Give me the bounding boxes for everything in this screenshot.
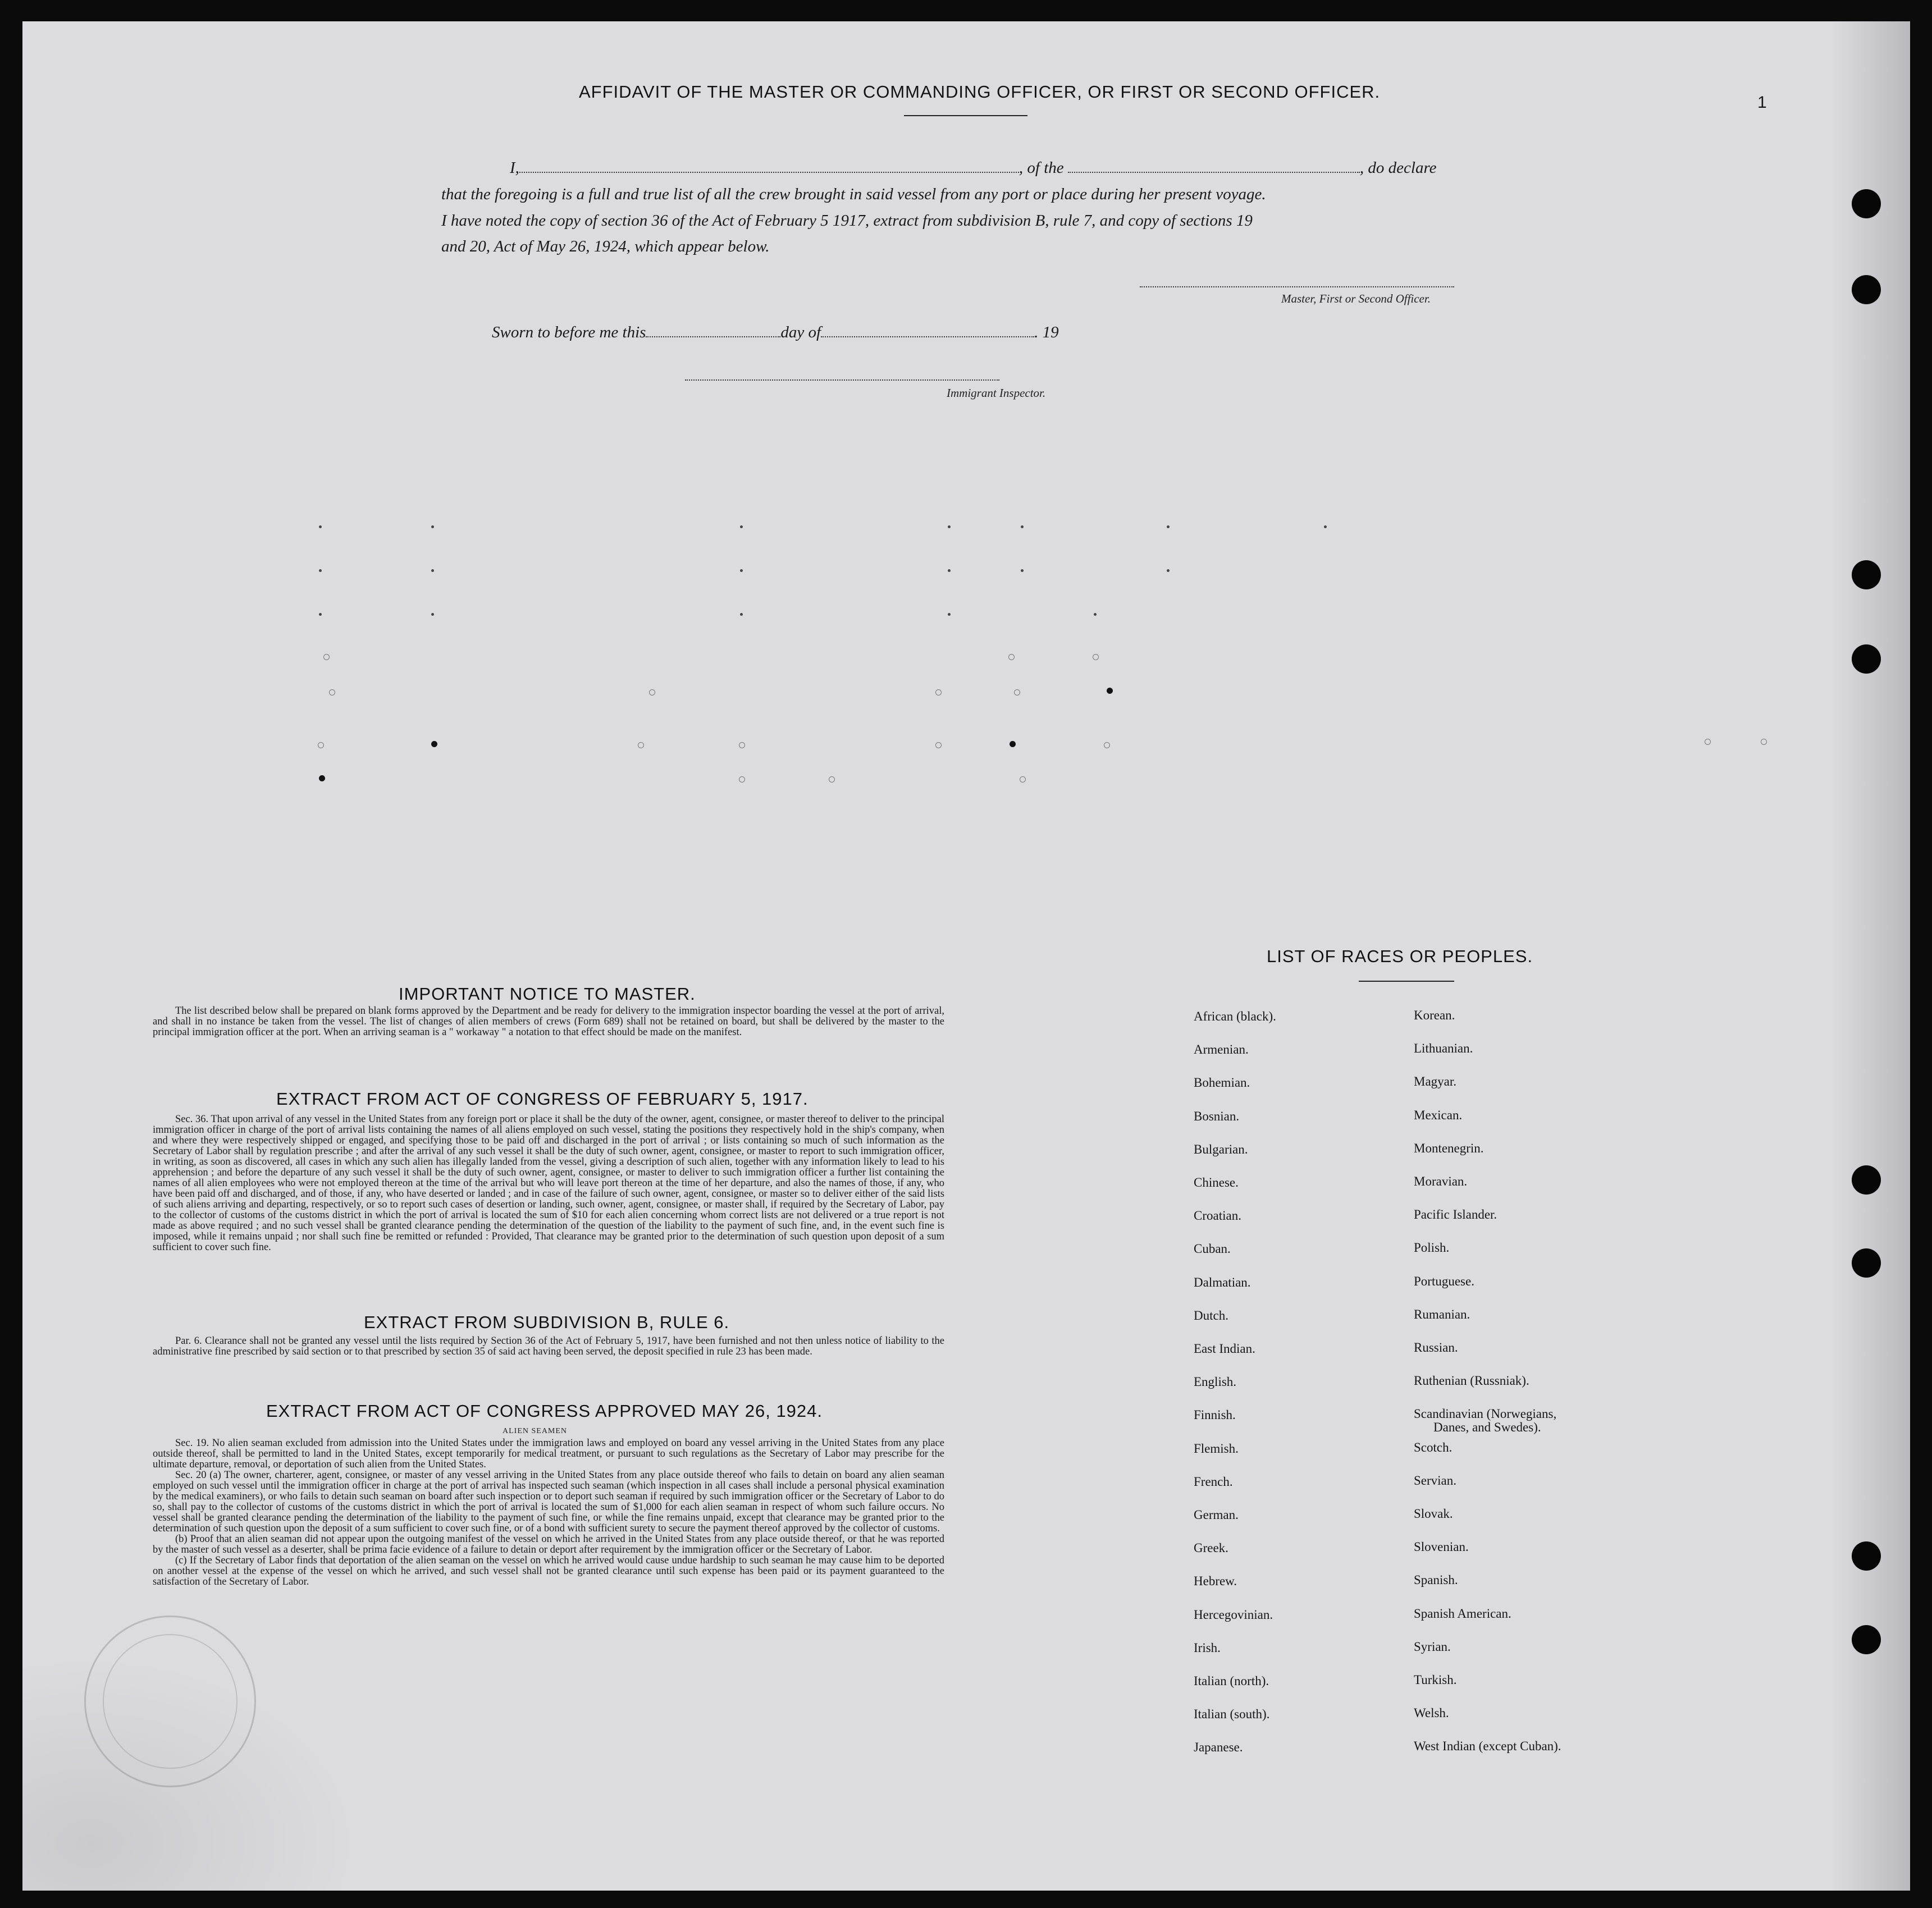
form-dot bbox=[739, 742, 745, 748]
form-dot bbox=[1104, 742, 1110, 748]
form-dot bbox=[1008, 654, 1015, 660]
races-title: LIST OF RACES OR PEOPLES. bbox=[1267, 946, 1533, 966]
sec-19-text: Sec. 19. No alien seaman excluded from admission into the United States under the immigration laws and employed on board any vessel arriving in the United States from any place outside thereof, shall be permitted to land in the United States, except temporarily for medical treatment, or pursuant to such regulations as the Secretary of Labor may prescribe for the ultimate departure, removal, or deportation of such alien from the United States. bbox=[153, 1438, 944, 1470]
punch-hole bbox=[1852, 1625, 1881, 1654]
inspector-signature-line bbox=[685, 379, 999, 381]
declarant-prefix: I, bbox=[510, 159, 519, 177]
race-item: Russian. bbox=[1414, 1340, 1458, 1355]
race-item: Scandinavian (Norwegians, bbox=[1414, 1407, 1557, 1421]
form-dot bbox=[1705, 739, 1711, 745]
sworn-day-of: day of bbox=[780, 323, 821, 341]
form-dot bbox=[1107, 688, 1113, 694]
form-dot bbox=[1761, 739, 1767, 745]
race-item: Mexican. bbox=[1414, 1108, 1463, 1122]
race-item: Flemish. bbox=[1194, 1441, 1239, 1456]
punch-hole bbox=[1852, 560, 1881, 589]
race-item: Slovak. bbox=[1414, 1507, 1453, 1521]
race-item: French. bbox=[1194, 1474, 1233, 1489]
form-dot bbox=[319, 525, 322, 528]
rule6-title: EXTRACT FROM SUBDIVISION B, RULE 6. bbox=[364, 1312, 730, 1332]
race-item: Pacific Islander. bbox=[1414, 1207, 1497, 1222]
form-dot bbox=[1014, 689, 1020, 696]
form-dot bbox=[319, 569, 322, 572]
race-item: Spanish. bbox=[1414, 1573, 1458, 1587]
race-item: Welsh. bbox=[1414, 1706, 1449, 1721]
race-item: Scotch. bbox=[1414, 1440, 1453, 1454]
affidavit-line-3: I have noted the copy of section 36 of the Act of February 5 1917, extract from subdivision B, rule 7, and copy of sections 19 bbox=[441, 212, 1253, 230]
sec-20a-text: Sec. 20 (a) The owner, charterer, agent, consignee, or master of any vessel arriving in the United States from any place outside thereof who fails to detain on board any alien seaman employed on such vessel until the immigration officer in charge at the port of arrival has inspected such seaman (which inspection in all cases shall include a personal physical examination by the medical examiners), or who fails to detain such seaman on board after such inspection or to deport such seaman if required by such immigration officer or the Secretary of Labor to do so, shall pay to the collector of customs of the customs district in which the port of arrival is located the sum of $1,000 for each alien seaman in respect of whom such failure occurs. No vessel shall be granted clearance pending the determination of the liability to the payment of such fine, or while the fine remains unpaid, except that clearance may be granted prior to the determination of such question upon the deposit of a sum sufficient to cover such fine, or of a bond with sufficient surety to secure the payment thereof approved by the collector of customs. bbox=[153, 1470, 944, 1534]
race-item: German. bbox=[1194, 1508, 1239, 1522]
form-dot bbox=[1093, 654, 1099, 660]
form-dot bbox=[948, 569, 951, 572]
race-item: Syrian. bbox=[1414, 1639, 1451, 1654]
sworn-month-blank bbox=[821, 336, 1034, 337]
sec-20c-text: (c) If the Secretary of Labor finds that deportation of the alien seaman on the vessel on which he arrived would cause undue hardship to such seaman he may cause him to be deported on another vessel at the expense of the vessel on which he arrived, and such vessel shall not be granted clearance until such expense has been paid or its payment guaranteed to the satisfaction of the Secretary of Labor. bbox=[153, 1555, 944, 1587]
form-dot bbox=[948, 613, 951, 616]
sworn-prefix: Sworn to before me this bbox=[492, 323, 646, 341]
race-item: West Indian (except Cuban). bbox=[1414, 1739, 1561, 1754]
punch-hole bbox=[1852, 644, 1881, 674]
form-dot bbox=[829, 776, 835, 783]
form-dot bbox=[431, 525, 434, 528]
extract-1917-text: Sec. 36. That upon arrival of any vessel in the United States from any foreign port or place it shall be the duty of the owner, agent, consignee, or master thereof to deliver to the principal immigration officer in charge of the port of arrival lists containing the names of all aliens employed on such vessel, stating the positions they respectively hold in the ship's company, when and where they were respectively shipped or engaged, and specifying those to be paid off and discharged in the port of arrival ; or lists containing so much of such information as the Secretary of Labor shall by regulation prescribe ; and after the arrival of any such vessel it shall be the duty of such owner, agent, consignee, or master to report to such immigration officer, in writing, as soon as discovered, all cases in which any such alien has illegally landed from the vessel, giving a description of such alien, together with any information likely to lead to his apprehension ; and before the departure of any such vessel it shall be the duty of such owner, agent, consignee, or master to deliver to such immigration officer a further list containing the names of all alien employees who were not employed thereon at the time of the arrival but who will leave port thereon at the time of her departure, and also the names of those, if any, who have been paid off and discharged, and of those, if any, who have deserted or landed ; and in case of the failure of such owner, agent, consignee, or master so to deliver either of the said lists of such aliens arriving and departing, respectively, or so to report such cases of desertion or landing, such owner, agent, consignee, or master shall, if required by the Secretary of Labor, pay to the collector of customs of the customs district in which the port of arrival is located the sum of $10 for each alien concerning whom correct lists are not delivered or a true report is not made as above required ; and no such vessel shall be granted clearance pending the determination of the question of the liability to the payment of such fine, and, in the event such fine is imposed, while it remains unpaid ; nor shall such fine be remitted or refunded : Provided, That clearance may be granted prior to the determination of such question upon deposit of a sum sufficient to cover such fine. bbox=[153, 1114, 944, 1253]
inspector-label: Immigrant Inspector. bbox=[947, 386, 1046, 400]
form-dot bbox=[1010, 741, 1016, 747]
sworn-year: . 19 bbox=[1034, 323, 1059, 341]
extract-1924-title: EXTRACT FROM ACT OF CONGRESS APPROVED MAY 26, 1924. bbox=[266, 1401, 823, 1421]
vessel-prefix: , of the bbox=[1018, 159, 1064, 177]
faded-seal bbox=[84, 1616, 256, 1787]
race-item: Lithuanian. bbox=[1414, 1041, 1473, 1056]
form-dot bbox=[319, 613, 322, 616]
race-item: Italian (north). bbox=[1194, 1674, 1269, 1688]
form-dot bbox=[935, 689, 942, 696]
race-item: Hebrew. bbox=[1194, 1574, 1237, 1589]
race-item: Italian (south). bbox=[1194, 1707, 1270, 1722]
punch-hole bbox=[1852, 1165, 1881, 1195]
form-dot bbox=[1020, 776, 1026, 783]
form-dot bbox=[935, 742, 942, 748]
alien-seamen-subhead: ALIEN SEAMEN bbox=[503, 1427, 568, 1435]
race-item: Dutch. bbox=[1194, 1308, 1228, 1323]
race-item: Croatian. bbox=[1194, 1209, 1241, 1223]
race-item: Bulgarian. bbox=[1194, 1142, 1248, 1156]
race-item: Greek. bbox=[1194, 1541, 1228, 1555]
races-title-underline bbox=[1359, 981, 1454, 982]
form-dot bbox=[638, 742, 644, 748]
master-signature-label: Master, First or Second Officer. bbox=[1281, 292, 1431, 305]
affidavit-line-4: and 20, Act of May 26, 1924, which appear below. bbox=[441, 237, 770, 255]
race-item: Armenian. bbox=[1194, 1042, 1249, 1057]
race-item: Slovenian. bbox=[1414, 1540, 1469, 1554]
declarant-name-blank bbox=[519, 172, 1019, 173]
race-item: Cuban. bbox=[1194, 1242, 1231, 1256]
race-item: Rumanian. bbox=[1414, 1307, 1470, 1321]
race-item: East Indian. bbox=[1194, 1342, 1255, 1356]
race-item: Servian. bbox=[1414, 1473, 1457, 1488]
race-item: Bohemian. bbox=[1194, 1076, 1250, 1090]
race-item: Korean. bbox=[1414, 1008, 1455, 1022]
affidavit-line-2: that the foregoing is a full and true list of all the crew brought in said vessel from any port or place during her present voyage. bbox=[441, 185, 1266, 203]
punch-hole bbox=[1852, 189, 1881, 218]
rule6-text: Par. 6. Clearance shall not be granted any vessel until the lists required by Section 36 of the Act of February 5, 1917, have been furnished and not then unless notice of liability to the administrative fine prescribed by said section or to that prescribed by section 35 of said act having been served, the deposit specified in rule 23 has been made. bbox=[153, 1335, 944, 1357]
race-item: Dalmatian. bbox=[1194, 1275, 1251, 1289]
race-item: Polish. bbox=[1414, 1241, 1450, 1255]
form-dot bbox=[431, 569, 434, 572]
notice-text: The list described below shall be prepared on blank forms approved by the Department and be ready for delivery to the immigration inspector boarding the vessel at the port of arrival, and shall in no instance be taken from the vessel. The list of changes of alien members of crews (Form 689) shall not be retained on board, but shall be delivered by the master to the principal immigration officer at the port. When an arriving seaman is a " workaway " a notation to that effect should be made on the manifest. bbox=[153, 1005, 944, 1038]
document-page bbox=[22, 21, 1910, 1891]
race-item: Hercegovinian. bbox=[1194, 1607, 1273, 1622]
sec-20b-text: (b) Proof that an alien seaman did not appear upon the outgoing manifest of the vessel on which he arrived in the United States from any place outside thereof, or that he was reported by the master of such vessel as a deserter, shall be prima facie evidence of a failure to detain or deport after requirement by the immigration officer or the Secretary of Labor. bbox=[153, 1534, 944, 1555]
form-dot bbox=[740, 613, 743, 616]
race-item: Portuguese. bbox=[1414, 1274, 1474, 1288]
vessel-name-blank bbox=[1068, 172, 1360, 173]
form-dot bbox=[1167, 525, 1170, 528]
race-item: Irish. bbox=[1194, 1640, 1221, 1655]
race-item: Ruthenian (Russniak). bbox=[1414, 1374, 1529, 1388]
race-item: Japanese. bbox=[1194, 1740, 1243, 1755]
form-dot bbox=[1021, 525, 1024, 528]
master-signature-line bbox=[1140, 286, 1454, 288]
form-dot bbox=[318, 742, 324, 748]
notice-title: IMPORTANT NOTICE TO MASTER. bbox=[399, 984, 696, 1004]
sworn-line bbox=[492, 323, 1059, 342]
race-item: Montenegrin. bbox=[1414, 1141, 1484, 1155]
race-item: Bosnian. bbox=[1194, 1109, 1240, 1123]
extract-1917-title: EXTRACT FROM ACT OF CONGRESS OF FEBRUARY 5, 1917. bbox=[276, 1089, 809, 1109]
extract-1924-text bbox=[153, 1438, 944, 1587]
form-dot bbox=[739, 776, 745, 783]
race-item: Finnish. bbox=[1194, 1408, 1236, 1422]
form-dot bbox=[431, 741, 437, 747]
race-item: Chinese. bbox=[1194, 1175, 1239, 1189]
form-dot bbox=[948, 525, 951, 528]
race-item: Turkish. bbox=[1414, 1673, 1457, 1687]
race-item: Moravian. bbox=[1414, 1174, 1468, 1188]
title-underline bbox=[904, 115, 1027, 116]
form-dot bbox=[740, 525, 743, 528]
margin-mark: 1 bbox=[1757, 93, 1767, 112]
form-dot bbox=[649, 689, 655, 696]
form-dot bbox=[319, 775, 325, 781]
sworn-day-blank bbox=[646, 336, 780, 337]
race-item-continuation: Danes, and Swedes). bbox=[1433, 1420, 1541, 1435]
affidavit-title: AFFIDAVIT OF THE MASTER OR COMMANDING OFFICER, OR FIRST OR SECOND OFFICER. bbox=[579, 82, 1381, 102]
race-item: English. bbox=[1194, 1375, 1237, 1389]
punch-hole bbox=[1852, 1541, 1881, 1571]
punch-hole bbox=[1852, 275, 1881, 304]
affidavit-line-1 bbox=[510, 159, 1437, 177]
punch-hole bbox=[1852, 1248, 1881, 1278]
form-dot bbox=[431, 613, 434, 616]
declare-text: , do declare bbox=[1359, 159, 1437, 177]
form-dot bbox=[323, 654, 330, 660]
form-dot bbox=[1324, 525, 1327, 528]
form-dot bbox=[1167, 569, 1170, 572]
race-item: Magyar. bbox=[1414, 1074, 1457, 1089]
race-item: Spanish American. bbox=[1414, 1606, 1511, 1621]
form-dot bbox=[1021, 569, 1024, 572]
race-item: African (black). bbox=[1194, 1009, 1276, 1023]
form-dot bbox=[1094, 613, 1097, 616]
form-dot bbox=[740, 569, 743, 572]
form-dot bbox=[329, 689, 335, 696]
